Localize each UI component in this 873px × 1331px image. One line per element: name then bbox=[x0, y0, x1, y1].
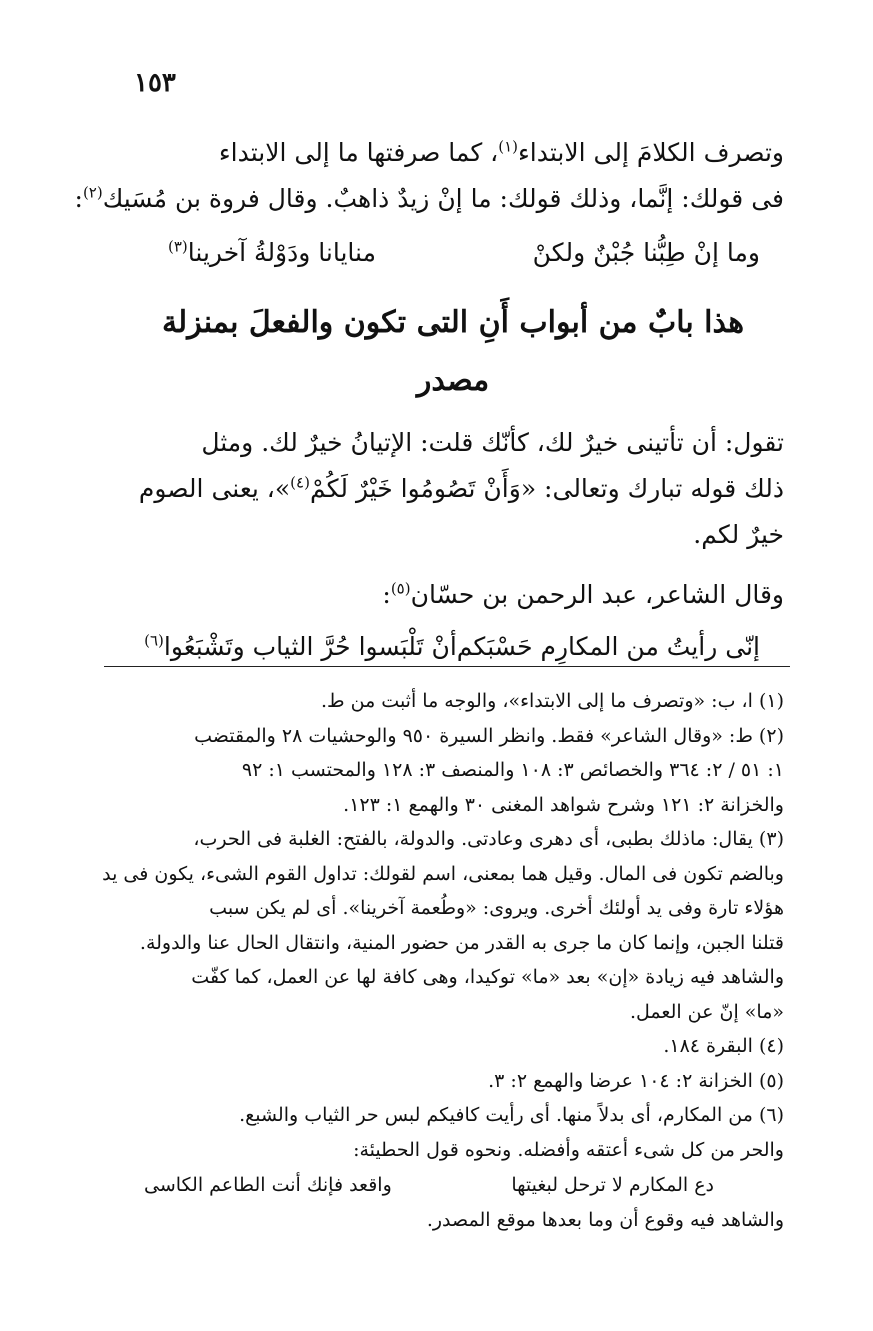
footnote-line: (٢) ط: «وقال الشاعر» فقط. وانظر السيرة ٩٥٠ والوحشيات ٢٨ والمقتضب bbox=[194, 724, 784, 747]
footnote-ref: (٢) bbox=[82, 183, 103, 202]
footnote-line: (٣) يقال: ماذلك بطبى، أى دهرى وعادتى. والدولة، بالفتح: الغلبة فى الحرب، bbox=[193, 828, 784, 850]
footnote-line: والشاهد فيه وقوع أن وما بعدها موقع المصدر. bbox=[426, 1209, 784, 1231]
chapter-heading: هذا بابٌ من أبواب أَنِ التى تكون والفعلَ بمنزلة مصدر bbox=[161, 305, 745, 398]
footnote-divider bbox=[104, 666, 790, 667]
footnotes bbox=[104, 684, 784, 1238]
verse-second-half: واقعد فإنك أنت الطاعم الكاسى bbox=[144, 1174, 392, 1196]
paragraph-line: ذلك قوله تبارك وتعالى: «وَأَنْ تَصُومُوا خَيْرٌ لَكُمْ$^{(٤)}$»، يعنى الصوم bbox=[138, 473, 784, 503]
footnote-line: (٤) البقرة ١٨٤. bbox=[663, 1035, 784, 1057]
footnote-ref: (٥) bbox=[390, 579, 411, 598]
footnote-line: والحر من كل شىء أعتقه وأفضله. ونحوه قول الحطيئة: bbox=[353, 1138, 784, 1161]
verse-second-half: أنْ تَلْبَسوا حُرَّ الثياب وتَشْبَعُوا$^{(٦)}$ bbox=[144, 631, 457, 661]
verse-first-half: دع المكارم لا ترحل لبغيتها bbox=[511, 1174, 714, 1196]
verse-second-half: منايانا ودَوْلةُ آخرينا$^{(٣)}$ bbox=[168, 237, 376, 267]
footnote-line: هؤلاء تارة وفى يد أولئك أخرى. ويروى: «وطُعمة آخرينا». أى لم يكن سبب bbox=[209, 897, 784, 919]
footnote-line: والشاهد فيه زيادة «إن» بعد «ما» توكيدا، وهى كافة لها عن العمل، كما كفّت bbox=[191, 966, 784, 988]
poem-verse bbox=[122, 228, 784, 278]
paragraph-line: وقال الشاعر، عبد الرحمن بن حسّان$^{(٥)}$: bbox=[382, 579, 784, 609]
main-text bbox=[74, 130, 784, 672]
footnote-line: والخزانة ٢: ١٢١ وشرح شواهد المغنى ٣٠ والهمع ١: ١٢٣. bbox=[343, 793, 784, 816]
footnote-line: «ما» إنّ عن العمل. bbox=[629, 1000, 784, 1023]
paragraph-line: وتصرف الكلامَ إلى الابتداء$^{(١)}$، كما صرفتها ما إلى الابتداء bbox=[218, 137, 784, 167]
paragraph-line: فى قولك: إنَّما، وذلك قولك: ما إنْ زيدٌ ذاهبٌ. وقال فروة بن مُسَيك$^{(٢)}$: bbox=[74, 183, 784, 213]
page-number: ١٥٣ bbox=[134, 68, 176, 98]
footnote-ref: (٤) bbox=[290, 473, 310, 492]
footnote-line: (٦) من المكارم، أى بدلاً منها. أى رأيت كافيكم لبس حر الثياب والشبع. bbox=[239, 1104, 784, 1126]
footnote-line: (١) ا، ب: «وتصرف ما إلى الابتداء»، والوجه ما أثبت من ط. bbox=[320, 690, 784, 712]
verse-first-half: إنّى رأيتُ من المكارِم حَسْبَكم bbox=[456, 632, 760, 661]
footnote-line: قتلنا الجبن، وإنما كان ما جرى به القدر من حضور المنية، وانتقال الحال عنا والدولة. bbox=[139, 931, 784, 954]
footnote-ref: (١) bbox=[498, 137, 519, 156]
footnote-line: ١: ٥١ / ٢: ٣٦٤ والخصائص ٣: ١٠٨ والمنصف ٣: ١٢٨ والمحتسب ١: ٩٢ bbox=[241, 759, 784, 781]
paragraph-line: تقول: أن تأتينى خيرٌ لك، كأنّك قلت: الإتيانُ خيرٌ لك. ومثل bbox=[201, 428, 784, 457]
poem-verse bbox=[122, 622, 784, 672]
footnote-verse bbox=[104, 1167, 784, 1203]
footnote-ref: (٣) bbox=[168, 237, 188, 256]
footnote-line: (٥) الخزانة ٢: ١٠٤ عرضا والهمع ٢: ٣. bbox=[488, 1069, 784, 1092]
footnote-ref: (٦) bbox=[144, 631, 164, 650]
paragraph-line: خيرٌ لكم. bbox=[693, 520, 784, 549]
verse-first-half: وما إنْ طِبُّنا جُبْنٌ ولكنْ bbox=[532, 238, 760, 267]
footnote-line: وبالضم تكون فى المال. وقيل هما بمعنى، اسم لقولك: تداول القوم الشىء، يكون فى يد bbox=[102, 862, 784, 885]
